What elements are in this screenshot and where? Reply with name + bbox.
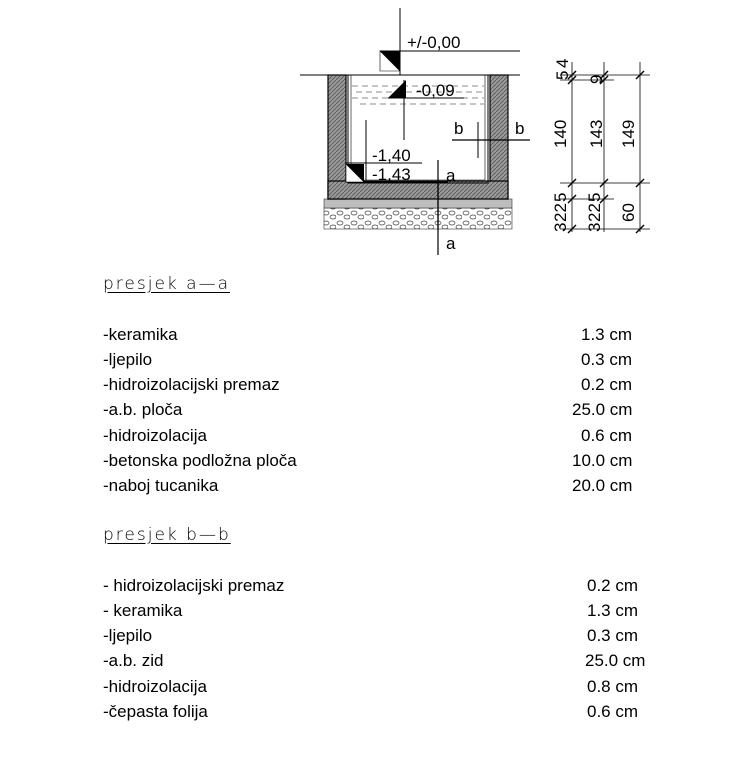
svg-text:149: 149 <box>619 119 638 148</box>
svg-text:-0,09: -0,09 <box>416 81 455 100</box>
layer-name: -ljepilo <box>103 626 153 645</box>
level-marker-bottom <box>346 120 448 184</box>
svg-text:3: 3 <box>585 222 604 232</box>
layer-name: - keramika <box>103 601 183 620</box>
svg-text:60: 60 <box>619 203 638 222</box>
layer-value: 1.3 cm <box>581 325 633 344</box>
svg-text:a: a <box>446 234 456 253</box>
layer-value: 0.3 cm <box>581 350 633 369</box>
layer-value: 0.8 cm <box>587 677 639 696</box>
layer-value: 25.0 cm <box>572 400 633 419</box>
layer-name: -keramika <box>103 325 178 344</box>
layer-name: -naboj tucanika <box>103 476 219 495</box>
layer-name: - hidroizolacijski premaz <box>103 576 285 595</box>
svg-text:5: 5 <box>553 70 572 80</box>
layer-value: 0.6 cm <box>587 702 639 721</box>
section-bb-title: presjek b—b <box>103 525 231 545</box>
layer-value: 0.6 cm <box>581 426 633 445</box>
svg-text:22: 22 <box>551 203 570 222</box>
layer-name: -hidroizolacijski premaz <box>103 375 280 394</box>
svg-text:-1,43: -1,43 <box>372 165 411 184</box>
layer-value: 0.2 cm <box>581 375 633 394</box>
layer-name: -hidroizolacija <box>103 677 207 696</box>
left-wall <box>328 75 346 199</box>
layer-value: 25.0 cm <box>585 651 646 670</box>
dimension-labels <box>551 59 638 232</box>
layer-value: 20.0 cm <box>572 476 633 495</box>
layer-name: -ljepilo <box>103 350 153 369</box>
svg-text:5: 5 <box>585 192 604 202</box>
layer-value: 0.3 cm <box>587 626 639 645</box>
layer-name: -a.b. ploča <box>103 400 183 419</box>
section-aa-title: presjek a—a <box>103 274 230 294</box>
concrete-base <box>324 199 512 208</box>
layer-value: 1.3 cm <box>587 601 639 620</box>
layer-name: -betonska podložna ploča <box>103 451 297 470</box>
svg-text:b: b <box>515 119 525 138</box>
svg-text:b: b <box>454 119 464 138</box>
section-drawing <box>0 0 738 270</box>
svg-text:3: 3 <box>551 222 570 232</box>
layer-name: -hidroizolacija <box>103 426 207 445</box>
right-wall <box>490 75 508 199</box>
layer-name: -čepasta folija <box>103 702 208 721</box>
level-marker-water <box>388 80 464 140</box>
layer-name: -a.b. zid <box>103 651 164 670</box>
svg-text:9: 9 <box>587 74 606 84</box>
bottom-slab <box>328 181 508 199</box>
level-marker-top <box>380 8 520 75</box>
svg-text:5: 5 <box>551 192 570 202</box>
svg-text:143: 143 <box>587 119 606 148</box>
svg-text:a: a <box>446 166 456 185</box>
svg-text:+/-0,00: +/-0,00 <box>407 33 461 52</box>
svg-text:-1,40: -1,40 <box>372 146 411 165</box>
layer-value: 0.2 cm <box>587 576 639 595</box>
layer-value: 10.0 cm <box>572 451 633 470</box>
gravel-layer <box>324 208 512 229</box>
svg-text:140: 140 <box>551 119 570 148</box>
svg-text:4: 4 <box>553 58 572 68</box>
svg-text:22: 22 <box>585 203 604 222</box>
